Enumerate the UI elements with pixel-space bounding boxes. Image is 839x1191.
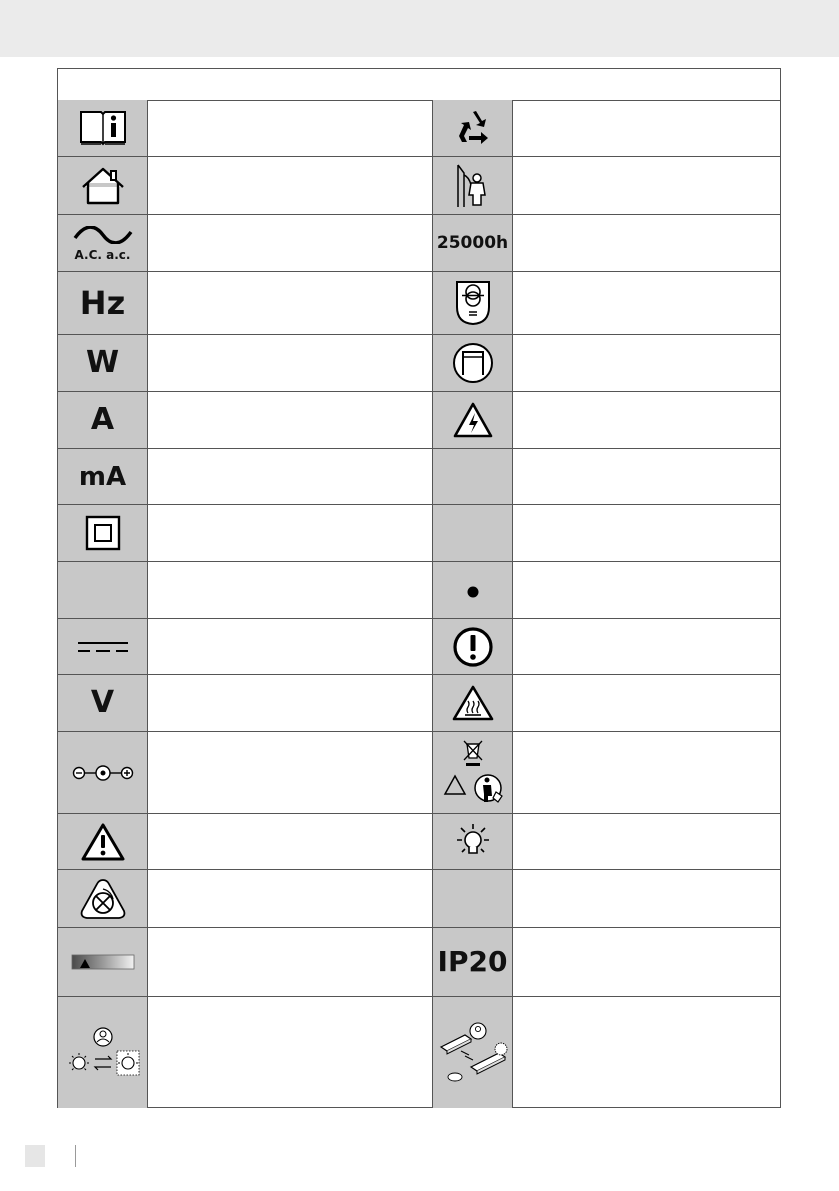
description-cell <box>148 675 432 731</box>
table-row <box>58 562 780 619</box>
description-cell <box>512 928 780 996</box>
lifetime-label: 25000h <box>436 232 509 253</box>
description-cell <box>148 157 432 214</box>
ip-rating-icon <box>432 928 513 996</box>
table-row <box>58 449 780 505</box>
table-row <box>58 814 780 870</box>
ampere-icon <box>58 392 148 448</box>
description-cell <box>512 732 780 813</box>
electric-shock-warning-icon <box>432 392 513 448</box>
a-label: A <box>90 402 115 437</box>
description-cell <box>148 619 432 674</box>
footer-divider <box>75 1145 76 1167</box>
page-number-box <box>25 1145 45 1167</box>
v-label: V <box>90 685 115 720</box>
watt-icon <box>58 335 148 391</box>
light-bulb-icon <box>432 814 513 869</box>
led-replaceable-icon <box>58 997 148 1108</box>
description-cell <box>512 449 780 504</box>
indoor-use-icon <box>58 157 148 214</box>
table-row <box>58 272 780 335</box>
description-cell <box>148 392 432 448</box>
hot-surface-icon <box>432 675 513 731</box>
description-cell <box>148 449 432 504</box>
description-cell <box>512 272 780 334</box>
description-cell <box>148 335 432 391</box>
description-cell <box>512 505 780 561</box>
table-row <box>58 505 780 562</box>
protection-class-ii-icon <box>58 505 148 561</box>
alternating-current-icon <box>58 215 148 271</box>
table-row <box>58 392 780 449</box>
table-caption-row <box>58 69 780 101</box>
empty-icon-cell <box>432 870 513 927</box>
table-row <box>58 732 780 814</box>
description-cell <box>148 814 432 869</box>
description-cell <box>148 215 432 271</box>
header-band <box>0 0 839 57</box>
description-cell <box>148 100 432 156</box>
description-cell <box>512 997 780 1108</box>
ma-label: mA <box>78 461 127 492</box>
description-cell <box>512 335 780 391</box>
hertz-icon <box>58 272 148 334</box>
empty-icon-cell <box>58 562 148 618</box>
table-row <box>58 675 780 732</box>
description-cell <box>512 619 780 674</box>
led-driver-icon <box>432 997 513 1108</box>
empty-icon-cell <box>432 449 513 504</box>
read-instructions-icon <box>58 100 148 156</box>
description-cell <box>512 675 780 731</box>
description-cell <box>512 870 780 927</box>
power-supply-unit-icon <box>432 335 513 391</box>
table-row <box>58 870 780 928</box>
color-scale-icon <box>58 928 148 996</box>
description-cell <box>148 505 432 561</box>
ip-label: IP20 <box>437 945 508 978</box>
description-cell <box>148 272 432 334</box>
table-row <box>58 335 780 392</box>
hz-label: Hz <box>79 284 126 322</box>
lifetime-icon <box>432 215 513 271</box>
disposal-icon <box>432 732 513 813</box>
description-cell <box>148 732 432 813</box>
direct-current-icon <box>58 619 148 674</box>
description-cell <box>148 928 432 996</box>
milliampere-icon <box>58 449 148 504</box>
child-safety-icon <box>432 157 513 214</box>
description-cell <box>512 215 780 271</box>
symbol-table <box>57 68 781 1108</box>
table-row <box>58 215 780 272</box>
warning-icon <box>58 814 148 869</box>
description-cell <box>512 100 780 156</box>
table-row <box>58 157 780 215</box>
point-icon <box>432 562 513 618</box>
caution-icon <box>432 619 513 674</box>
table-row <box>58 928 780 997</box>
description-cell <box>512 562 780 618</box>
description-cell <box>512 392 780 448</box>
description-cell <box>148 870 432 927</box>
description-cell <box>148 997 432 1108</box>
polarity-icon <box>58 732 148 813</box>
description-cell <box>512 814 780 869</box>
ac-label: A.C. a.c. <box>74 247 131 262</box>
table-row <box>58 100 780 157</box>
empty-icon-cell <box>432 505 513 561</box>
safety-transformer-icon <box>432 272 513 334</box>
volt-icon <box>58 675 148 731</box>
table-row <box>58 619 780 675</box>
description-cell <box>148 562 432 618</box>
w-label: W <box>85 345 120 380</box>
description-cell <box>512 157 780 214</box>
recycle-icon <box>432 100 513 156</box>
table-row <box>58 997 780 1108</box>
no-eye-contact-icon <box>58 870 148 927</box>
